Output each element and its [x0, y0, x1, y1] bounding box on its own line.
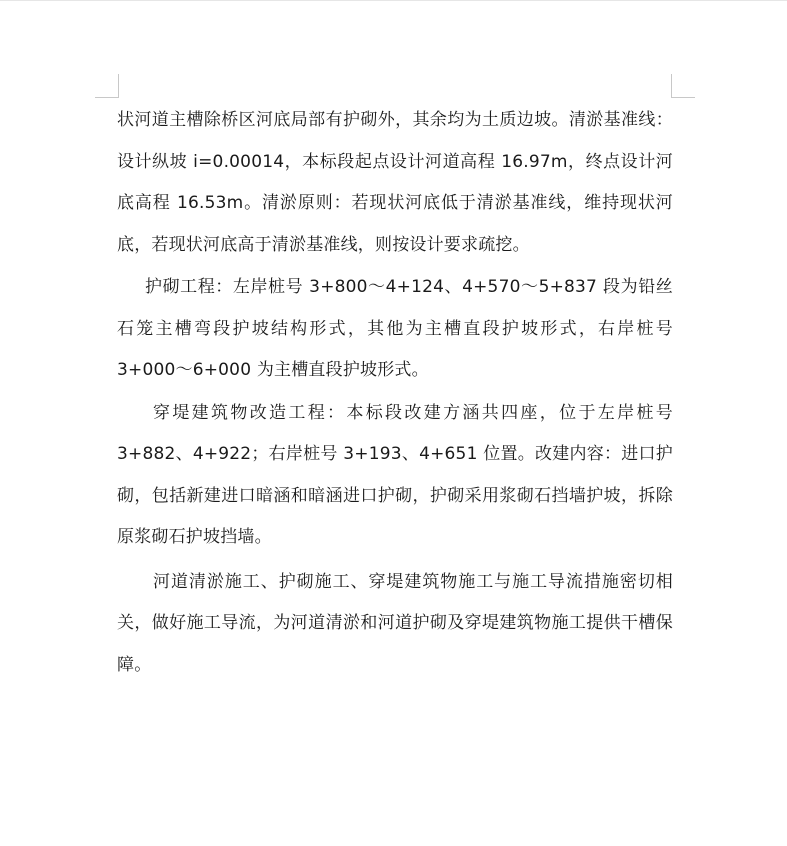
document-body [117, 100, 673, 686]
margin-corner-mark-right [671, 74, 695, 98]
paragraph-culvert-reconstruction: 穿堤建筑物改造工程：本标段改建方涵共四座，位于左岸桩号 3+882、4+922；右岸桩号 3+193、4+651 位置。改建内容：进口护砌，包括新建进口暗涵和暗涵进口护砌，护砌采用浆砌石挡墙护坡，拆除原浆砌石护坡挡墙。 [117, 402, 673, 547]
paragraph-dredging-baseline: 状河道主槽除桥区河底局部有护砌外，其余均为土质边坡。清淤基准线：设计纵坡 i=0.00014，本标段起点设计河道高程 16.97m，终点设计河底高程 16.53m。清淤原则：若现状河底低于清淤基准线，维持现状河底，若现状河底高于清淤基准线，则按设计要求疏挖。 [117, 110, 673, 255]
margin-corner-mark-left [95, 74, 119, 98]
page-top-border [0, 0, 787, 1]
paragraph-construction-diversion: 河道清淤施工、护砌施工、穿堤建筑物施工与施工导流措施密切相关，做好施工导流，为河道清淤和河道护砌及穿堤建筑物施工提供干槽保障。 [117, 571, 673, 675]
paragraph-revetment-works: 护砌工程：左岸桩号 3+800～4+124、4+570～5+837 段为铅丝石笼主槽弯段护坡结构形式，其他为主槽直段护坡形式，右岸桩号 3+000～6+000 为主槽直段护坡形式。 [117, 277, 673, 380]
